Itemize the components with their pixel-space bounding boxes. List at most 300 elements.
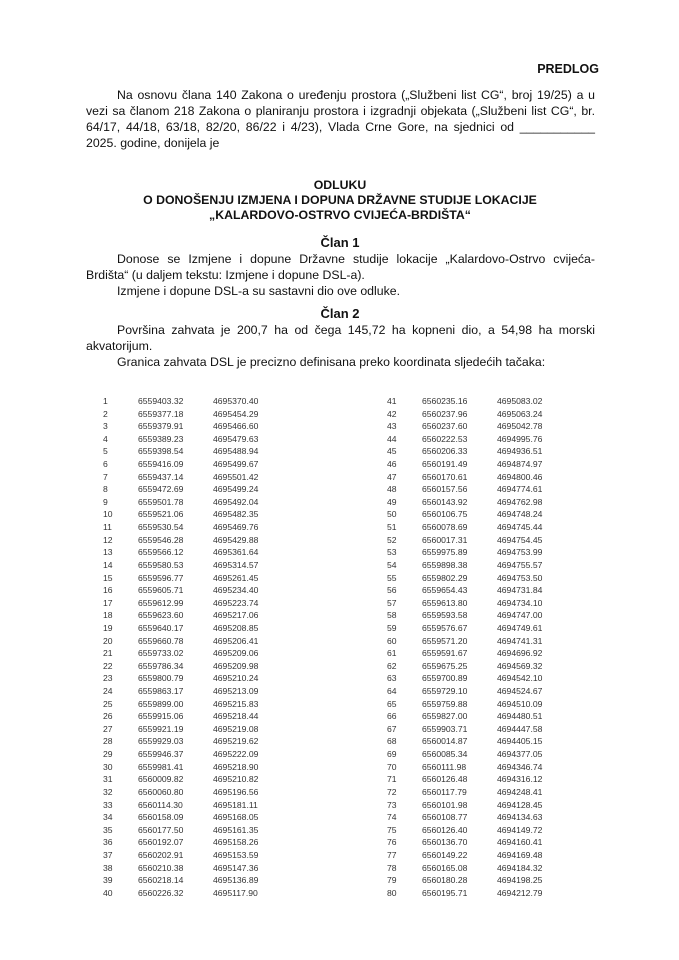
point-number: 68 xyxy=(387,736,397,747)
coordinate-x: 4695499.67 xyxy=(213,459,259,470)
coordinate-row xyxy=(387,534,587,547)
point-number: 70 xyxy=(387,761,397,772)
point-number: 8 xyxy=(103,484,108,495)
coordinate-row xyxy=(387,735,587,748)
coordinate-x: 4694524.67 xyxy=(497,686,543,697)
coordinate-y: 6559377.18 xyxy=(138,408,184,419)
coordinate-row xyxy=(387,521,587,534)
point-number: 48 xyxy=(387,484,397,495)
article1-p2 xyxy=(86,283,595,299)
point-number: 19 xyxy=(103,622,113,633)
article2-p2 xyxy=(86,354,595,370)
coordinate-y: 6559946.37 xyxy=(138,749,184,760)
point-number: 40 xyxy=(103,887,113,898)
coordinate-row xyxy=(103,824,303,837)
coordinate-x: 4694212.79 xyxy=(497,887,543,898)
coordinate-x: 4694749.61 xyxy=(497,622,543,633)
point-number: 61 xyxy=(387,648,397,659)
coordinate-row xyxy=(387,685,587,698)
coordinate-y: 6560060.80 xyxy=(138,786,184,797)
coordinate-x: 4694762.98 xyxy=(497,496,543,507)
coordinate-row xyxy=(103,836,303,849)
coordinate-row xyxy=(387,408,587,421)
document-label: PREDLOG xyxy=(537,62,599,76)
coordinate-row xyxy=(387,572,587,585)
coordinate-y: 6560078.69 xyxy=(422,522,468,533)
coordinate-x: 4695218.44 xyxy=(213,711,259,722)
decision-title xyxy=(60,178,620,223)
coordinate-x: 4694198.25 xyxy=(497,875,543,886)
point-number: 53 xyxy=(387,547,397,558)
point-number: 30 xyxy=(103,761,113,772)
coordinate-x: 4695209.98 xyxy=(213,660,259,671)
coordinate-row xyxy=(387,786,587,799)
coordinate-x: 4694874.97 xyxy=(497,459,543,470)
point-number: 67 xyxy=(387,723,397,734)
point-number: 33 xyxy=(103,799,113,810)
coordinate-y: 6559800.79 xyxy=(138,673,184,684)
coordinate-y: 6559700.89 xyxy=(422,673,468,684)
coordinate-row xyxy=(103,445,303,458)
point-number: 64 xyxy=(387,686,397,697)
coordinate-y: 6560195.71 xyxy=(422,887,468,898)
coordinate-row xyxy=(387,799,587,812)
coordinate-row xyxy=(103,496,303,509)
coordinate-y: 6560165.08 xyxy=(422,862,468,873)
coordinate-y: 6560235.16 xyxy=(422,396,468,406)
point-number: 56 xyxy=(387,585,397,596)
coordinate-y: 6560101.98 xyxy=(422,799,468,810)
coordinate-row xyxy=(387,748,587,761)
coordinate-y: 6560126.40 xyxy=(422,824,468,835)
point-number: 60 xyxy=(387,635,397,646)
coordinate-row xyxy=(103,483,303,496)
point-number: 1 xyxy=(103,396,108,406)
coordinate-row xyxy=(387,546,587,559)
point-number: 32 xyxy=(103,786,113,797)
point-number: 5 xyxy=(103,446,108,457)
article1-p2-text: Izmjene i dopune DSL-a su sastavni dio ove odluke. xyxy=(117,284,400,298)
coordinate-row xyxy=(103,458,303,471)
coordinate-y: 6559571.20 xyxy=(422,635,468,646)
coordinate-x: 4695161.35 xyxy=(213,824,259,835)
coordinate-x: 4695223.74 xyxy=(213,597,259,608)
coordinate-y: 6560108.77 xyxy=(422,812,468,823)
point-number: 37 xyxy=(103,849,113,860)
coordinate-row xyxy=(103,635,303,648)
point-number: 14 xyxy=(103,559,113,570)
coordinate-x: 4694569.32 xyxy=(497,660,543,671)
point-number: 15 xyxy=(103,572,113,583)
point-number: 42 xyxy=(387,408,397,419)
coordinate-x: 4694753.50 xyxy=(497,572,543,583)
coordinate-row xyxy=(103,723,303,736)
coordinate-row xyxy=(387,660,587,673)
coordinate-row xyxy=(103,546,303,559)
point-number: 57 xyxy=(387,597,397,608)
coordinate-row xyxy=(103,849,303,862)
coordinate-y: 6559416.09 xyxy=(138,459,184,470)
coordinate-y: 6560237.96 xyxy=(422,408,468,419)
coordinate-y: 6559975.89 xyxy=(422,547,468,558)
coordinate-row xyxy=(103,559,303,572)
coordinate-y: 6559903.71 xyxy=(422,723,468,734)
coordinate-row xyxy=(103,395,303,408)
point-number: 29 xyxy=(103,749,113,760)
point-number: 74 xyxy=(387,812,397,823)
coordinate-y: 6559863.17 xyxy=(138,686,184,697)
coordinate-x: 4695168.05 xyxy=(213,812,259,823)
coordinate-x: 4695219.08 xyxy=(213,723,259,734)
coordinate-row xyxy=(387,635,587,648)
coordinate-x: 4694542.10 xyxy=(497,673,543,684)
coordinate-row xyxy=(387,862,587,875)
coordinate-x: 4694734.10 xyxy=(497,597,543,608)
coordinate-y: 6560106.75 xyxy=(422,509,468,520)
point-number: 46 xyxy=(387,459,397,470)
coordinate-x: 4694480.51 xyxy=(497,711,543,722)
coordinate-row xyxy=(387,836,587,849)
coordinates-table-right xyxy=(387,395,587,899)
coordinate-y: 6560017.31 xyxy=(422,534,468,545)
coordinate-row xyxy=(103,887,303,900)
coordinate-x: 4695479.63 xyxy=(213,433,259,444)
coordinate-row xyxy=(387,811,587,824)
coordinate-y: 6559576.67 xyxy=(422,622,468,633)
coordinate-y: 6560009.82 xyxy=(138,774,184,785)
coordinate-x: 4695210.82 xyxy=(213,774,259,785)
point-number: 44 xyxy=(387,433,397,444)
point-number: 79 xyxy=(387,875,397,886)
coordinate-row xyxy=(103,735,303,748)
title-line2: O DONOŠENJU IZMJENA I DOPUNA DRŽAVNE STUDIJE LOKACIJE „KALARDOVO-OSTRVO CVIJEĆA-BRDIŠTA“ xyxy=(143,193,537,222)
coordinate-row xyxy=(103,609,303,622)
coordinate-y: 6559660.78 xyxy=(138,635,184,646)
point-number: 18 xyxy=(103,610,113,621)
coordinate-x: 4694447.58 xyxy=(497,723,543,734)
coordinate-row xyxy=(387,559,587,572)
point-number: 52 xyxy=(387,534,397,545)
coordinate-x: 4694169.48 xyxy=(497,849,543,860)
coordinate-row xyxy=(387,672,587,685)
coordinate-row xyxy=(387,887,587,900)
coordinate-x: 4694753.99 xyxy=(497,547,543,558)
coordinate-y: 6559675.25 xyxy=(422,660,468,671)
coordinate-y: 6559398.54 xyxy=(138,446,184,457)
coordinate-x: 4695217.06 xyxy=(213,610,259,621)
coordinate-x: 4695469.76 xyxy=(213,522,259,533)
point-number: 3 xyxy=(103,421,108,432)
coordinate-x: 4694134.63 xyxy=(497,812,543,823)
coordinate-row xyxy=(387,433,587,446)
point-number: 20 xyxy=(103,635,113,646)
coordinate-x: 4694346.74 xyxy=(497,761,543,772)
coordinate-x: 4695042.78 xyxy=(497,421,543,432)
coordinate-row xyxy=(387,471,587,484)
coordinate-x: 4695218.90 xyxy=(213,761,259,772)
coordinate-x: 4695361.64 xyxy=(213,547,259,558)
coordinate-y: 6559929.03 xyxy=(138,736,184,747)
coordinate-y: 6559915.06 xyxy=(138,711,184,722)
coordinate-x: 4694774.61 xyxy=(497,484,543,495)
point-number: 78 xyxy=(387,862,397,873)
coordinate-y: 6559546.28 xyxy=(138,534,184,545)
coordinate-row xyxy=(387,761,587,774)
point-number: 76 xyxy=(387,837,397,848)
coordinate-y: 6560158.09 xyxy=(138,812,184,823)
coordinate-row xyxy=(387,723,587,736)
coordinate-y: 6560114.30 xyxy=(138,799,183,810)
coordinate-y: 6559898.38 xyxy=(422,559,468,570)
point-number: 71 xyxy=(387,774,397,785)
point-number: 25 xyxy=(103,698,113,709)
coordinate-x: 4694748.24 xyxy=(497,509,543,520)
coordinate-y: 6559613.80 xyxy=(422,597,468,608)
point-number: 35 xyxy=(103,824,113,835)
coordinate-row xyxy=(103,761,303,774)
coordinate-y: 6560226.32 xyxy=(138,887,184,898)
coordinate-row xyxy=(387,445,587,458)
point-number: 59 xyxy=(387,622,397,633)
coordinate-x: 4694377.05 xyxy=(497,749,543,760)
coordinate-row xyxy=(103,420,303,433)
point-number: 73 xyxy=(387,799,397,810)
point-number: 12 xyxy=(103,534,113,545)
point-number: 66 xyxy=(387,711,397,722)
coordinate-row xyxy=(387,597,587,610)
point-number: 34 xyxy=(103,812,113,823)
coordinate-row xyxy=(387,420,587,433)
point-number: 16 xyxy=(103,585,113,596)
point-number: 49 xyxy=(387,496,397,507)
coordinate-y: 6559580.53 xyxy=(138,559,184,570)
coordinate-y: 6559591.67 xyxy=(422,648,468,659)
coordinate-row xyxy=(387,773,587,786)
coordinate-y: 6559899.00 xyxy=(138,698,184,709)
coordinate-x: 4695501.42 xyxy=(213,471,259,482)
coordinate-x: 4694316.12 xyxy=(497,774,543,785)
coordinate-x: 4695196.56 xyxy=(213,786,259,797)
point-number: 36 xyxy=(103,837,113,848)
point-number: 55 xyxy=(387,572,397,583)
coordinate-row xyxy=(103,672,303,685)
coordinate-row xyxy=(387,849,587,862)
article1-p1 xyxy=(86,251,595,283)
coordinate-y: 6559530.54 xyxy=(138,522,184,533)
point-number: 58 xyxy=(387,610,397,621)
coordinate-x: 4695429.88 xyxy=(213,534,259,545)
coordinate-row xyxy=(103,698,303,711)
coordinate-x: 4694755.57 xyxy=(497,559,543,570)
title-line1: ODLUKU xyxy=(313,178,367,192)
point-number: 11 xyxy=(103,522,112,533)
point-number: 13 xyxy=(103,547,113,558)
point-number: 51 xyxy=(387,522,397,533)
coordinate-row xyxy=(103,799,303,812)
coordinate-x: 4695083.02 xyxy=(497,396,543,406)
coordinate-row xyxy=(103,521,303,534)
point-number: 2 xyxy=(103,408,108,419)
coordinate-row xyxy=(103,508,303,521)
coordinate-x: 4694747.00 xyxy=(497,610,543,621)
coordinate-x: 4694741.31 xyxy=(497,635,543,646)
coordinate-x: 4694745.44 xyxy=(497,522,543,533)
point-number: 4 xyxy=(103,433,108,444)
coordinate-y: 6560117.79 xyxy=(422,786,467,797)
coordinate-y: 6559566.12 xyxy=(138,547,184,558)
article2-heading: Član 2 xyxy=(320,306,360,321)
coordinate-y: 6560143.92 xyxy=(422,496,468,507)
coordinate-y: 6559612.99 xyxy=(138,597,184,608)
point-number: 7 xyxy=(103,471,108,482)
coordinate-row xyxy=(387,496,587,509)
coordinate-row xyxy=(103,710,303,723)
point-number: 24 xyxy=(103,686,113,697)
point-number: 62 xyxy=(387,660,397,671)
coordinate-x: 4695499.24 xyxy=(213,484,259,495)
point-number: 45 xyxy=(387,446,397,457)
coordinate-y: 6560180.28 xyxy=(422,875,468,886)
coordinate-x: 4695153.59 xyxy=(213,849,259,860)
coordinate-x: 4695117.90 xyxy=(213,887,258,898)
coordinate-row xyxy=(103,786,303,799)
coordinate-x: 4695181.11 xyxy=(213,799,258,810)
coordinate-x: 4695063.24 xyxy=(497,408,543,419)
point-number: 31 xyxy=(103,774,113,785)
point-number: 80 xyxy=(387,887,397,898)
coordinate-x: 4695482.35 xyxy=(213,509,259,520)
point-number: 75 xyxy=(387,824,397,835)
article1-heading: Član 1 xyxy=(320,235,360,250)
point-number: 69 xyxy=(387,749,397,760)
point-number: 77 xyxy=(387,849,397,860)
coordinate-y: 6560218.14 xyxy=(138,875,184,886)
coordinate-y: 6559501.78 xyxy=(138,496,184,507)
coordinate-x: 4694936.51 xyxy=(497,446,543,457)
preamble xyxy=(86,87,595,151)
point-number: 27 xyxy=(103,723,113,734)
coordinate-x: 4694800.46 xyxy=(497,471,543,482)
coordinate-y: 6559654.43 xyxy=(422,585,468,596)
coordinate-y: 6559593.58 xyxy=(422,610,468,621)
coordinate-x: 4695158.26 xyxy=(213,837,259,848)
coordinate-x: 4695370.40 xyxy=(213,396,259,406)
point-number: 50 xyxy=(387,509,397,520)
coordinate-y: 6560177.50 xyxy=(138,824,184,835)
coordinate-y: 6559389.23 xyxy=(138,433,184,444)
coordinate-y: 6559379.91 xyxy=(138,421,184,432)
coordinate-y: 6559437.14 xyxy=(138,471,184,482)
point-number: 65 xyxy=(387,698,397,709)
coordinate-x: 4695136.89 xyxy=(213,875,259,886)
coordinate-x: 4694696.92 xyxy=(497,648,543,659)
coordinate-row xyxy=(103,408,303,421)
coordinate-x: 4695208.85 xyxy=(213,622,259,633)
point-number: 10 xyxy=(103,509,113,520)
coordinate-x: 4695147.36 xyxy=(213,862,259,873)
coordinate-y: 6559472.69 xyxy=(138,484,184,495)
point-number: 63 xyxy=(387,673,397,684)
article1-p1-text: Donose se Izmjene i dopune Državne studije lokacije „Kalardovo-Ostrvo cvijeća-Brdišta“ (u daljem tekstu: Izmjene i dopune DSL-a). xyxy=(86,252,595,282)
point-number: 43 xyxy=(387,421,397,432)
coordinate-y: 6559403.32 xyxy=(138,396,184,406)
coordinate-y: 6560149.22 xyxy=(422,849,468,860)
point-number: 9 xyxy=(103,496,108,507)
point-number: 47 xyxy=(387,471,397,482)
coordinate-row xyxy=(103,773,303,786)
coordinate-y: 6559640.17 xyxy=(138,622,184,633)
coordinate-row xyxy=(103,471,303,484)
coordinate-x: 4694160.41 xyxy=(497,837,543,848)
coordinate-x: 4695492.04 xyxy=(213,496,259,507)
coordinate-x: 4695213.09 xyxy=(213,686,259,697)
coordinate-x: 4695215.83 xyxy=(213,698,259,709)
coordinate-y: 6560192.07 xyxy=(138,837,184,848)
coordinate-row xyxy=(103,534,303,547)
point-number: 28 xyxy=(103,736,113,747)
coordinate-y: 6560206.33 xyxy=(422,446,468,457)
coordinate-row xyxy=(387,458,587,471)
coordinate-y: 6559827.00 xyxy=(422,711,468,722)
coordinate-row xyxy=(387,647,587,660)
coordinate-x: 4694995.76 xyxy=(497,433,543,444)
coordinate-y: 6559623.60 xyxy=(138,610,184,621)
coordinate-y: 6560157.56 xyxy=(422,484,468,495)
coordinate-y: 6560170.61 xyxy=(422,471,468,482)
coordinate-x: 4695206.41 xyxy=(213,635,259,646)
coordinate-y: 6560111.98 xyxy=(422,761,467,772)
coordinate-y: 6560202.91 xyxy=(138,849,184,860)
point-number: 41 xyxy=(387,396,397,406)
coordinate-y: 6559786.34 xyxy=(138,660,184,671)
coordinate-row xyxy=(387,483,587,496)
coordinate-y: 6559759.88 xyxy=(422,698,468,709)
coordinate-x: 4695209.06 xyxy=(213,648,259,659)
coordinate-row xyxy=(387,698,587,711)
coordinate-row xyxy=(103,748,303,761)
point-number: 23 xyxy=(103,673,113,684)
coordinate-x: 4694754.45 xyxy=(497,534,543,545)
coordinate-y: 6559981.41 xyxy=(138,761,184,772)
point-number: 38 xyxy=(103,862,113,873)
coordinate-y: 6560191.49 xyxy=(422,459,468,470)
coordinate-x: 4695314.57 xyxy=(213,559,259,570)
coordinate-row xyxy=(103,874,303,887)
coordinate-y: 6560210.38 xyxy=(138,862,184,873)
coordinate-row xyxy=(103,433,303,446)
coordinate-x: 4695466.60 xyxy=(213,421,259,432)
coordinate-row xyxy=(103,597,303,610)
coordinate-row xyxy=(387,824,587,837)
coordinate-x: 4694248.41 xyxy=(497,786,543,797)
article2-p2-text: Granica zahvata DSL je precizno definisana preko koordinata sljedećih tačaka: xyxy=(117,355,546,369)
point-number: 21 xyxy=(103,648,113,659)
coordinate-row xyxy=(387,609,587,622)
point-number: 22 xyxy=(103,660,113,671)
coordinate-y: 6560014.87 xyxy=(422,736,468,747)
coordinate-x: 4694128.45 xyxy=(497,799,543,810)
coordinate-y: 6560126.48 xyxy=(422,774,468,785)
coordinate-row xyxy=(103,572,303,585)
coordinate-x: 4695210.24 xyxy=(213,673,259,684)
coordinate-y: 6559521.06 xyxy=(138,509,184,520)
article2-p1-text: Površina zahvata je 200,7 ha od čega 145,72 ha kopneni dio, a 54,98 ha morski akvatorijum. xyxy=(86,323,595,353)
article2-p1 xyxy=(86,322,595,354)
preamble-text: Na osnovu člana 140 Zakona o uređenju prostora („Službeni list CG“, broj 19/25) a u vezi sa članom 218 Zakona o planiranju prostora i izgradnji objekata („Službeni list CG“, br. 64/17, 44/18, 63/18, 82/20, 86/22 i 4/23), Vlada Crne Gore, na sjednici od ___________ 2025. godine, donijela je xyxy=(86,88,595,150)
coordinate-y: 6559596.77 xyxy=(138,572,184,583)
point-number: 26 xyxy=(103,711,113,722)
coordinate-row xyxy=(103,862,303,875)
